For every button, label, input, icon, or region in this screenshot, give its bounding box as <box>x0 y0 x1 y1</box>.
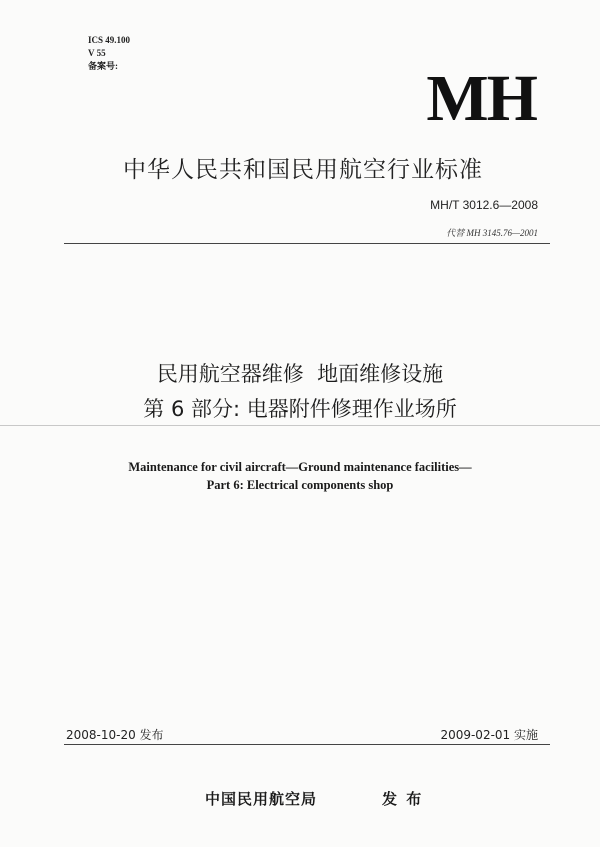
title-cn-line1: 民用航空器维修 地面维修设施 <box>156 362 444 386</box>
title-en-line1: Maintenance for civil aircraft—Ground maintenance facilities— <box>128 460 472 474</box>
issue-date: 2008-10-20 发布 <box>66 728 164 742</box>
mh-logo: MH <box>426 62 536 135</box>
classification-block <box>88 34 130 73</box>
top-divider <box>64 243 550 244</box>
replaces-standard: 代替 MH 3145.76—2001 <box>446 228 538 238</box>
title-en <box>0 458 600 494</box>
implementation-date: 2009-02-01 实施 <box>440 728 538 742</box>
publisher-suffix: 发 布 <box>382 790 424 808</box>
filing-number: 备案号: <box>88 61 118 71</box>
title-en-line2: Part 6: Electrical components shop <box>206 478 394 492</box>
standard-code: MH/T 3012.6—2008 <box>430 198 538 212</box>
bottom-divider <box>64 744 550 745</box>
title-cn-line2: 第 6 部分: 电器附件修理作业场所 <box>143 397 457 421</box>
scan-artifact-line <box>0 425 600 426</box>
standard-category-title: 中华人民共和国民用航空行业标准 <box>123 157 483 183</box>
publisher-name: 中国民用航空局 <box>205 790 318 808</box>
ccs-number: V 55 <box>88 48 106 58</box>
ics-number: ICS 49.100 <box>88 35 131 45</box>
